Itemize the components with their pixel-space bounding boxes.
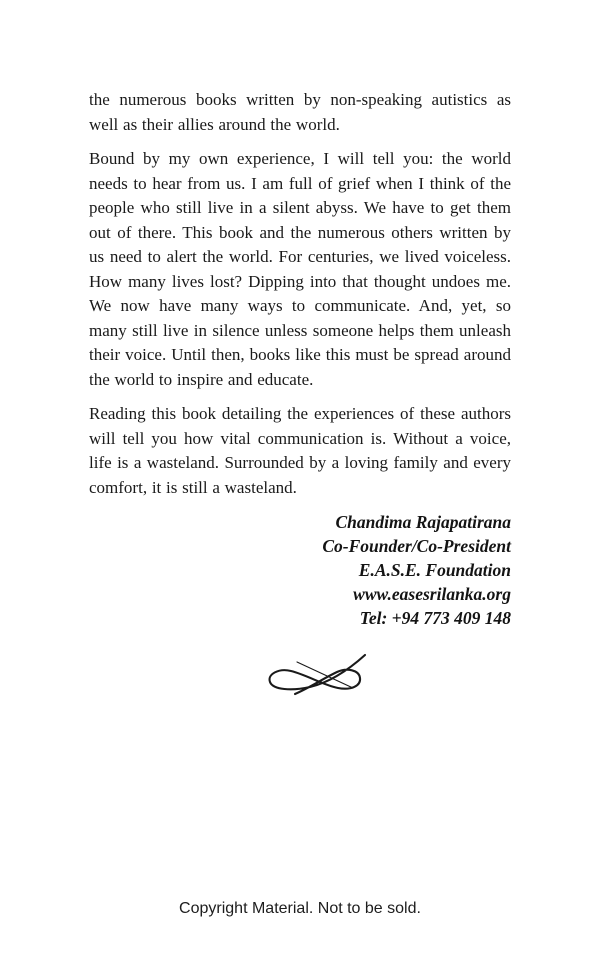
flourish-ornament: [247, 647, 371, 697]
paragraph-main: Bound by my own experience, I will tell you: the world needs to hear from us. I am full of grief when I think of the people who still live in a silent abyss. We have to get them out of there. This book and the numerous others written by us need to alert the world. For centuries, we lived voiceless. How many lives lost? Dipping into that thought undoes me. We now have many ways to communicate. And, yet, so many still live in silence unless someone helps them unleash their voice. Until then, books like this must be spread around the world to inspire and educate.: [89, 149, 511, 389]
signature-phone: Tel: +94 773 409 148: [359, 608, 511, 628]
paragraph-continuation: the numerous books written by non-speaking autistics as well as their allies around the world.: [89, 90, 511, 134]
footer-note: Copyright Material. Not to be sold.: [179, 900, 421, 917]
signature-title: Co-Founder/Co-President: [322, 536, 511, 556]
signature-name: Chandima Rajapatirana: [335, 512, 511, 532]
signature-website: www.easesrilanka.org: [353, 584, 511, 604]
ornament-container: [89, 647, 511, 702]
signature-block: [89, 510, 511, 630]
signature-organization: E.A.S.E. Foundation: [358, 560, 511, 580]
paragraph-closing: Reading this book detailing the experiences of these authors will tell you how vital communication is. Without a voice, life is a wasteland. Surrounded by a loving family and every comfort, it is still a wasteland.: [89, 404, 511, 497]
text-block: [89, 88, 511, 702]
